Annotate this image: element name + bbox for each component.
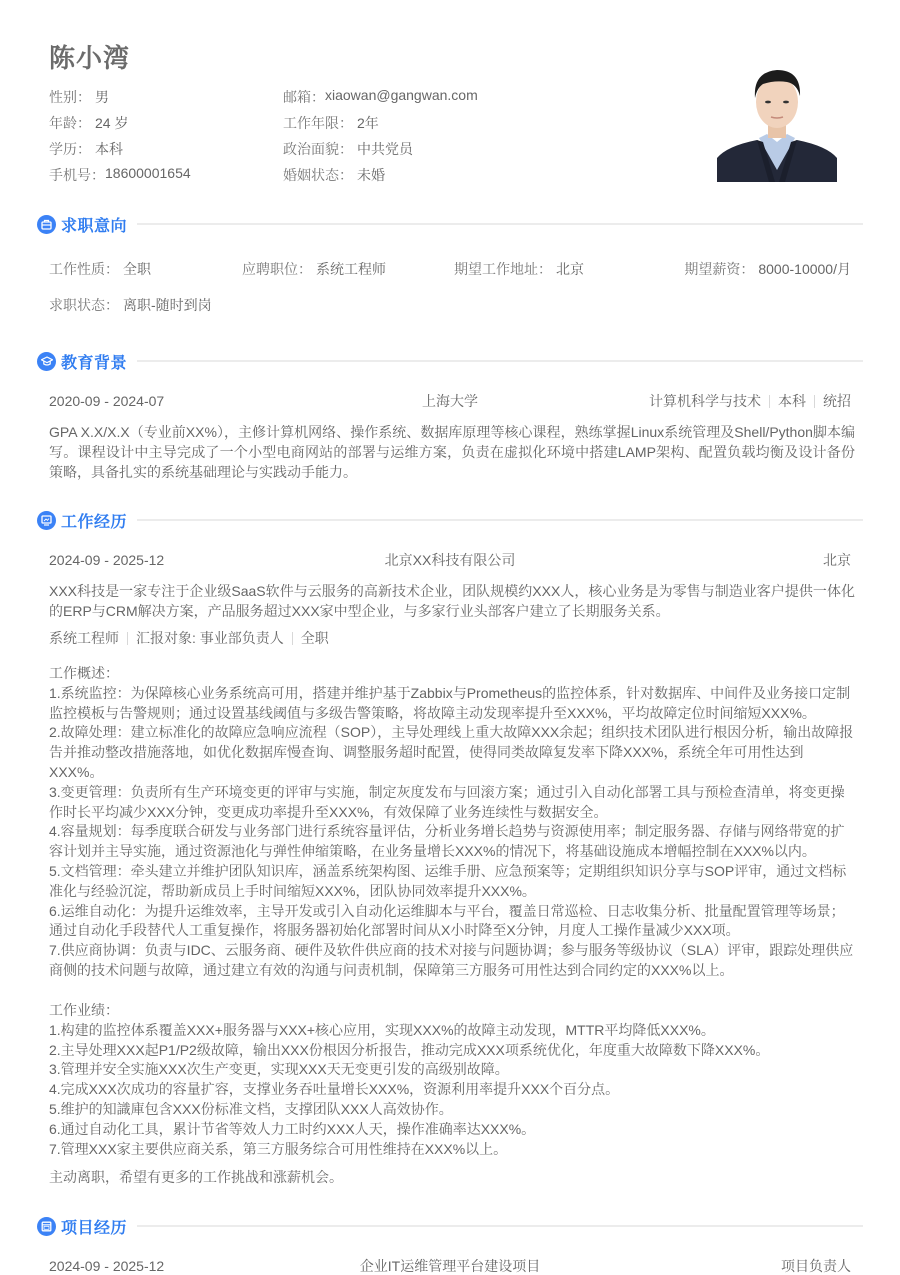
gender-value: 男 bbox=[95, 89, 109, 105]
section-header-education bbox=[37, 349, 863, 373]
report-to-tag: 汇报对象: 事业部负责人 bbox=[136, 630, 284, 646]
company-name: 北京XX科技有限公司 bbox=[384, 552, 516, 568]
overview-item: 2.故障处理：建立标准化的故障应急响应流程（SOP），主导处理线上重大故障XXX余起；组织技术团队进行根因分析，输出故障报告并推动整改措施落地，如优化数据库慢查询、调整服务超时配置，使得同类故障复发率下降XXX%，系统全年可用性达到XXX%。 bbox=[49, 724, 854, 780]
marital-status-label: 婚姻状态： bbox=[283, 167, 353, 183]
achievement-item: 1.构建的监控体系覆盖XXX+服务器与XXX+核心应用，实现XXX%的故障主动发现，MTTR平均降低XXX%。 bbox=[49, 1021, 715, 1038]
basic-info-row bbox=[49, 136, 609, 162]
basic-info-row bbox=[49, 110, 609, 136]
work-years-label: 工作年限： bbox=[283, 115, 353, 131]
email-value: xiaowan@gangwan.com bbox=[325, 87, 478, 103]
achievement-item: 2.主导处理XXX起P1/P2级故障，输出XXX份根因分析报告，推动完成XXX项系统优化，年度重大故障数下降XXX%。 bbox=[49, 1041, 770, 1058]
work-entry-header bbox=[49, 550, 851, 570]
achievement-item: 4.完成XXX次成功的容量扩容，支撑业务吞吐量增长XXX%，资源利用率提升XXX个百分点。 bbox=[49, 1081, 620, 1098]
separator bbox=[127, 632, 128, 645]
section-title: 项目经历 bbox=[61, 1219, 128, 1237]
work-period: 2024-09 - 2025-12 bbox=[49, 552, 165, 568]
political-status-value: 中共党员 bbox=[357, 141, 413, 157]
major: 计算机科学与技术 bbox=[649, 393, 761, 409]
person-portrait-icon bbox=[717, 50, 837, 182]
candidate-name: 陈小湾 bbox=[49, 43, 131, 73]
political-status-label: 政治面貌： bbox=[283, 141, 353, 157]
intent-item: 期望薪资： 8000-10000/月 bbox=[684, 261, 851, 277]
section-header-work bbox=[37, 508, 863, 532]
intent-item: 应聘职位： 系统工程师 bbox=[242, 261, 386, 277]
basic-info-row bbox=[49, 84, 609, 110]
achievement-item: 7.管理XXX家主要供应商关系，第三方服务综合可用性维持在XXX%以上。 bbox=[49, 1140, 508, 1157]
achievement-item: 6.通过自动化工具，累计节省等效人力工时约XXX人天，操作准确率达XXX%。 bbox=[49, 1120, 536, 1137]
overview-item: 4.容量规划：每季度联合研发与业务部门进行系统容量评估，分析业务增长趋势与资源使用率；制定服务器、存储与网络带宽的扩容计划并主导实施，通过资源池化与弹性伸缩策略，在业务量增长XXX%的情况下，将基础设施成本增幅控制在XXX%以内。 bbox=[49, 823, 845, 860]
email-label: 邮箱： bbox=[283, 89, 325, 105]
graduation-cap-icon bbox=[37, 352, 56, 371]
overview-item: 6.运维自动化：为提升运维效率，主导开发或引入自动化运维脚本与平台，覆盖日常巡检、日志收集分析、批量配置管理等场景；通过自动化手段替代人工重复操作，将服务器初始化部署时间从X小时降至X分钟，月度人工操作量减少XXX项。 bbox=[49, 902, 845, 939]
employment-type-tag: 全职 bbox=[300, 630, 329, 646]
separator bbox=[769, 395, 770, 408]
phone-value: 18600001654 bbox=[105, 165, 191, 181]
separator bbox=[814, 395, 815, 408]
section-header-intent bbox=[37, 212, 863, 236]
basic-info bbox=[49, 84, 609, 188]
school-name: 上海大学 bbox=[422, 393, 478, 409]
separator bbox=[292, 632, 293, 645]
project-role: 项目负责人 bbox=[781, 1258, 851, 1274]
age-value: 24 岁 bbox=[95, 115, 129, 131]
divider bbox=[137, 1225, 863, 1227]
window-icon bbox=[37, 1217, 56, 1236]
achievements-title: 工作业绩： bbox=[49, 1002, 119, 1018]
project-entry-header bbox=[49, 1256, 851, 1275]
overview-item: 7.供应商协调：负责与IDC、云服务商、硬件及软件供应商的技术对接与问题协调；参与服务等级协议（SLA）评审，跟踪处理供应商侧的技术问题与故障，通过建立有效的沟通与问责机制，保障第三方服务可用性达到合同约定的XXX%以上。 bbox=[49, 942, 854, 978]
work-years-value: 2年 bbox=[357, 115, 379, 131]
section-header-project bbox=[37, 1214, 863, 1238]
education-label: 学历： bbox=[49, 141, 91, 157]
project-name: 企业IT运维管理平台建设项目 bbox=[359, 1258, 541, 1274]
education-period: 2020-09 - 2024-07 bbox=[49, 393, 165, 409]
intent-item: 求职状态： 离职-随时到岗 bbox=[49, 297, 212, 313]
project-period: 2024-09 - 2025-12 bbox=[49, 1258, 165, 1274]
intent-item: 期望工作地址： 北京 bbox=[454, 261, 584, 277]
job-intent bbox=[49, 259, 851, 315]
education-description: GPA X.X/X.X（专业前XX%），主修计算机网络、操作系统、数据库原理等核心课程，熟练掌握Linux系统管理及Shell/Python脚本编写。课程设计中主导完成了一个小型电商网站的部署与运维方案，负责在虚拟化环境中搭建LAMP架构、配置负载均衡及设计备份策略，具备扎实的系统基础理论与实践动手能力。 bbox=[49, 424, 855, 480]
overview-item: 5.文档管理：牵头建立并维护团队知识库，涵盖系统架构图、运维手册、应急预案等；定期组织知识分享与SOP评审，通过文档标准化与经验沉淀，帮助新成员上手时间缩短XXX%，团队协同效率提升XXX%。 bbox=[49, 862, 847, 899]
intent-item: 工作性质： 全职 bbox=[49, 261, 151, 277]
achievement-item: 5.维护的知識庫包含XXX份标准文档，支撑团队XXX人高效协作。 bbox=[49, 1100, 453, 1117]
divider bbox=[137, 360, 863, 362]
overview-item: 3.变更管理：负责所有生产环境变更的评审与实施，制定灰度发布与回滚方案；通过引入自动化部署工具与预检查清单，将变更操作时长平均减少XXX分钟，变更成功率提升至XXX%，有效保障了业务连续性与数据安全。 bbox=[49, 783, 845, 820]
work-overview bbox=[49, 664, 855, 981]
basic-info-row bbox=[49, 162, 609, 188]
gender-label: 性别： bbox=[49, 89, 91, 105]
divider bbox=[137, 519, 863, 521]
briefcase-icon bbox=[37, 215, 56, 234]
enrollment-type: 统招 bbox=[823, 393, 851, 409]
section-title: 工作经历 bbox=[61, 513, 128, 531]
marital-status-value: 未婚 bbox=[357, 167, 385, 183]
achievement-item: 3.管理并安全实施XXX次生产变更，实现XXX天无变更引发的高级别故障。 bbox=[49, 1061, 509, 1078]
education-value: 本科 bbox=[95, 141, 123, 157]
profile-photo bbox=[717, 50, 837, 182]
monitor-icon bbox=[37, 511, 56, 530]
section-title: 求职意向 bbox=[61, 217, 128, 235]
education-entry bbox=[49, 391, 851, 411]
work-achievements bbox=[49, 1001, 855, 1159]
overview-item: 1.系统监控：为保障核心业务系统高可用，搭建并维护基于Zabbix与Prometheus的监控体系，针对数据库、中间件及业务接口定制监控模板与告警规则；通过设置基线阈值与多级告警策略，将故障主动发现率提升至XXX%，平均故障定位时间缩短XXX%。 bbox=[49, 684, 851, 721]
phone-label: 手机号： bbox=[49, 167, 105, 183]
degree: 本科 bbox=[778, 393, 806, 409]
work-tags bbox=[49, 628, 329, 648]
divider bbox=[137, 223, 863, 225]
company-intro: XXX科技是一家专注于企业级SaaS软件与云服务的高新技术企业，团队规模约XXX人，核心业务是为零售与制造业客户提供一体化的ERP与CRM解决方案，产品服务超过XXX家中型企业，与多家行业头部客户建立了长期服务关系。 bbox=[49, 583, 855, 619]
job-title-tag: 系统工程师 bbox=[49, 630, 119, 646]
section-title: 教育背景 bbox=[61, 354, 128, 372]
overview-title: 工作概述： bbox=[49, 665, 119, 681]
work-city: 北京 bbox=[823, 552, 851, 568]
leave-reason: 主动离职，希望有更多的工作挑战和涨薪机会。 bbox=[49, 1169, 343, 1185]
age-label: 年龄： bbox=[49, 115, 91, 131]
